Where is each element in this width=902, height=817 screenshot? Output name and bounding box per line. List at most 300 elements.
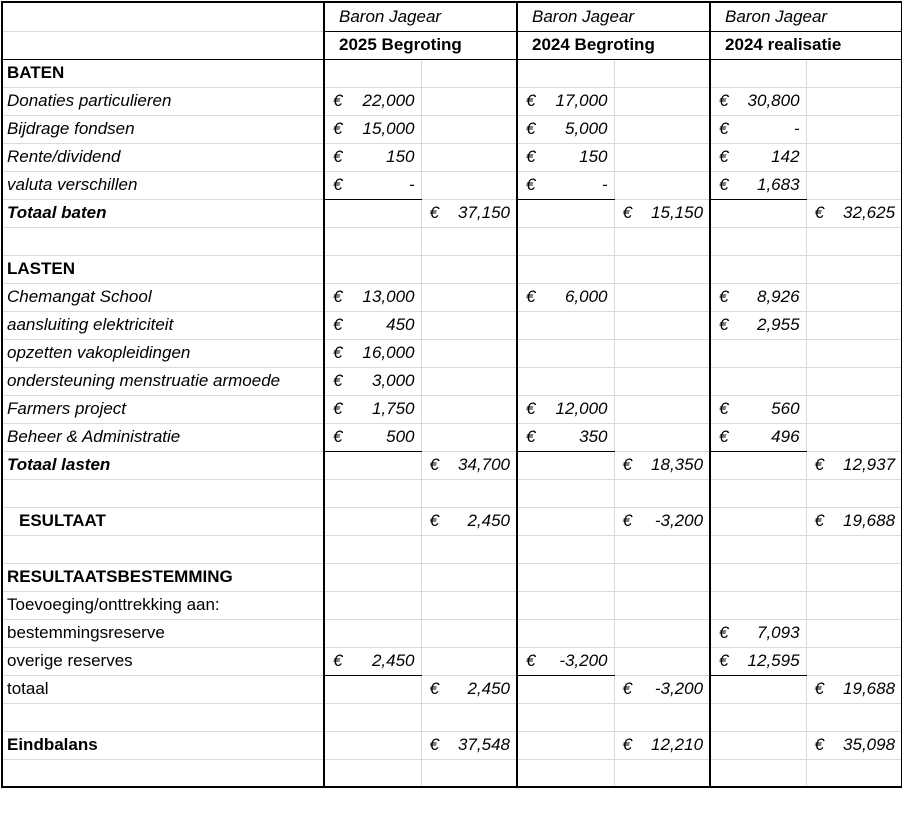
value-cell[interactable] <box>806 115 902 143</box>
amount: - <box>408 175 415 194</box>
row-label[interactable]: BATEN <box>2 59 324 87</box>
currency-value <box>715 175 802 195</box>
value-cell[interactable] <box>806 311 902 339</box>
value-cell[interactable] <box>710 507 806 535</box>
value-cell[interactable] <box>710 591 806 619</box>
value-cell[interactable] <box>421 647 517 675</box>
currency-value <box>715 427 802 447</box>
amount: 15,150 <box>651 203 704 222</box>
value-cell[interactable] <box>324 59 421 87</box>
currency-value <box>329 91 417 111</box>
value-cell[interactable] <box>806 507 902 535</box>
header-blank-cell[interactable] <box>2 2 324 31</box>
value-cell[interactable] <box>710 367 806 395</box>
value-cell[interactable] <box>614 507 710 535</box>
euro-symbol: € <box>526 91 536 110</box>
euro-symbol: € <box>622 203 632 222</box>
row-label[interactable]: opzetten vakopleidingen <box>2 339 324 367</box>
euro-symbol: € <box>719 623 729 642</box>
value-cell[interactable] <box>614 619 710 647</box>
value-cell[interactable] <box>421 731 517 759</box>
table-row <box>2 339 902 367</box>
value-cell[interactable] <box>614 535 710 563</box>
euro-symbol: € <box>719 315 729 334</box>
amount: 30,800 <box>747 91 800 110</box>
table-row <box>2 395 902 423</box>
row-label[interactable]: Beheer & Administratie <box>2 423 324 451</box>
amount: 19,688 <box>843 511 896 530</box>
value-cell[interactable] <box>806 703 902 731</box>
value-cell[interactable] <box>421 367 517 395</box>
value-cell[interactable] <box>806 171 902 199</box>
column-label[interactable]: 2024 Begroting <box>517 31 710 59</box>
euro-symbol: € <box>526 147 536 166</box>
euro-symbol: € <box>333 119 343 138</box>
value-cell[interactable] <box>710 311 806 339</box>
value-cell[interactable] <box>517 283 614 311</box>
value-cell[interactable] <box>421 507 517 535</box>
value-cell[interactable] <box>614 87 710 115</box>
euro-symbol: € <box>719 427 729 446</box>
row-label[interactable]: Totaal lasten <box>2 451 324 479</box>
currency-value <box>619 455 706 475</box>
euro-symbol: € <box>814 679 824 698</box>
table-row <box>2 647 902 675</box>
value-cell[interactable] <box>421 423 517 451</box>
currency-value <box>329 119 417 139</box>
value-cell[interactable] <box>710 759 806 787</box>
value-cell[interactable] <box>710 451 806 479</box>
euro-symbol: € <box>333 371 343 390</box>
euro-symbol: € <box>333 315 343 334</box>
row-label[interactable]: LASTEN <box>2 255 324 283</box>
value-cell[interactable] <box>806 619 902 647</box>
euro-symbol: € <box>719 91 729 110</box>
value-cell[interactable] <box>421 143 517 171</box>
row-label[interactable]: Chemangat School <box>2 283 324 311</box>
euro-symbol: € <box>622 511 632 530</box>
value-cell[interactable] <box>806 339 902 367</box>
row-label[interactable]: ESULTAAT <box>2 507 324 535</box>
value-cell[interactable] <box>614 227 710 255</box>
value-cell[interactable] <box>710 339 806 367</box>
column-org[interactable]: Baron Jagear <box>517 2 710 31</box>
value-cell[interactable] <box>710 647 806 675</box>
row-label[interactable]: aansluiting elektriciteit <box>2 311 324 339</box>
amount: 37,548 <box>458 735 511 754</box>
row-label[interactable] <box>2 227 324 255</box>
value-cell[interactable] <box>324 759 421 787</box>
row-label[interactable] <box>2 703 324 731</box>
value-cell[interactable] <box>614 563 710 591</box>
value-cell[interactable] <box>421 255 517 283</box>
value-cell[interactable] <box>421 703 517 731</box>
currency-value <box>329 147 417 167</box>
row-label[interactable]: Donaties particulieren <box>2 87 324 115</box>
value-cell[interactable] <box>517 535 614 563</box>
value-cell[interactable] <box>324 451 421 479</box>
euro-symbol: € <box>622 735 632 754</box>
euro-symbol: € <box>333 91 343 110</box>
amount: 142 <box>771 147 800 166</box>
currency-value <box>522 427 610 447</box>
value-cell[interactable] <box>421 227 517 255</box>
row-label[interactable]: ondersteuning menstruatie armoede <box>2 367 324 395</box>
value-cell[interactable] <box>517 143 614 171</box>
value-cell[interactable] <box>324 563 421 591</box>
currency-value <box>522 91 610 111</box>
currency-value <box>329 343 417 363</box>
amount: - <box>601 175 608 194</box>
value-cell[interactable] <box>324 395 421 423</box>
value-cell[interactable] <box>710 479 806 507</box>
value-cell[interactable] <box>324 423 421 451</box>
table-row <box>2 227 902 255</box>
amount: 450 <box>386 315 415 334</box>
currency-value <box>715 399 802 419</box>
value-cell[interactable] <box>324 87 421 115</box>
amount: 8,926 <box>756 287 800 306</box>
currency-value <box>426 455 513 475</box>
table-row <box>2 619 902 647</box>
column-org[interactable]: Baron Jagear <box>710 2 902 31</box>
value-cell[interactable] <box>324 199 421 227</box>
value-cell[interactable] <box>421 87 517 115</box>
value-cell[interactable] <box>421 451 517 479</box>
value-cell[interactable] <box>324 675 421 703</box>
value-cell[interactable] <box>517 171 614 199</box>
value-cell[interactable] <box>614 395 710 423</box>
value-cell[interactable] <box>806 563 902 591</box>
value-cell[interactable] <box>710 619 806 647</box>
table-row <box>2 703 902 731</box>
value-cell[interactable] <box>324 591 421 619</box>
value-cell[interactable] <box>517 199 614 227</box>
table-row <box>2 199 902 227</box>
value-cell[interactable] <box>710 143 806 171</box>
value-cell[interactable] <box>517 591 614 619</box>
value-cell[interactable] <box>517 647 614 675</box>
value-cell[interactable] <box>806 423 902 451</box>
euro-symbol: € <box>429 511 439 530</box>
value-cell[interactable] <box>710 563 806 591</box>
value-cell[interactable] <box>710 199 806 227</box>
amount: 12,210 <box>651 735 704 754</box>
value-cell[interactable] <box>806 87 902 115</box>
value-cell[interactable] <box>517 339 614 367</box>
currency-value <box>715 119 802 139</box>
euro-symbol: € <box>333 343 343 362</box>
euro-symbol: € <box>526 427 536 446</box>
header-blank-cell[interactable] <box>2 31 324 59</box>
value-cell[interactable] <box>710 227 806 255</box>
euro-symbol: € <box>526 399 536 418</box>
value-cell[interactable] <box>614 59 710 87</box>
value-cell[interactable] <box>421 199 517 227</box>
row-label[interactable]: Farmers project <box>2 395 324 423</box>
value-cell[interactable] <box>324 479 421 507</box>
table-row <box>2 535 902 563</box>
value-cell[interactable] <box>614 255 710 283</box>
value-cell[interactable] <box>324 647 421 675</box>
currency-value <box>426 735 513 755</box>
currency-value <box>329 175 417 195</box>
value-cell[interactable] <box>324 115 421 143</box>
euro-symbol: € <box>526 175 536 194</box>
currency-value <box>522 651 610 671</box>
header-label-row <box>2 31 902 59</box>
value-cell[interactable] <box>324 535 421 563</box>
value-cell[interactable] <box>517 703 614 731</box>
value-cell[interactable] <box>806 143 902 171</box>
amount: 13,000 <box>362 287 415 306</box>
table-row <box>2 255 902 283</box>
value-cell[interactable] <box>324 507 421 535</box>
currency-value <box>329 399 417 419</box>
row-label[interactable]: RESULTAATSBESTEMMING <box>2 563 324 591</box>
value-cell[interactable] <box>710 731 806 759</box>
value-cell[interactable] <box>421 563 517 591</box>
euro-symbol: € <box>814 735 824 754</box>
amount: 7,093 <box>756 623 800 642</box>
value-cell[interactable] <box>614 339 710 367</box>
value-cell[interactable] <box>517 675 614 703</box>
currency-value <box>522 175 610 195</box>
value-cell[interactable] <box>614 199 710 227</box>
value-cell[interactable] <box>421 535 517 563</box>
value-cell[interactable] <box>421 115 517 143</box>
value-cell[interactable] <box>421 759 517 787</box>
amount: 22,000 <box>362 91 415 110</box>
amount: 3,000 <box>371 371 415 390</box>
value-cell[interactable] <box>517 255 614 283</box>
amount: 500 <box>386 427 415 446</box>
value-cell[interactable] <box>324 703 421 731</box>
amount: 2,450 <box>467 511 511 530</box>
value-cell[interactable] <box>614 703 710 731</box>
currency-value <box>715 623 802 643</box>
value-cell[interactable] <box>806 479 902 507</box>
value-cell[interactable] <box>806 227 902 255</box>
value-cell[interactable] <box>421 59 517 87</box>
value-cell[interactable] <box>517 395 614 423</box>
value-cell[interactable] <box>614 759 710 787</box>
amount: 6,000 <box>564 287 608 306</box>
table-row <box>2 451 902 479</box>
currency-value <box>522 287 610 307</box>
row-label[interactable]: valuta verschillen <box>2 171 324 199</box>
currency-value <box>329 315 417 335</box>
value-cell[interactable] <box>421 479 517 507</box>
column-org[interactable]: Baron Jagear <box>324 2 517 31</box>
euro-symbol: € <box>333 427 343 446</box>
value-cell[interactable] <box>806 759 902 787</box>
row-label[interactable]: bestemmingsreserve <box>2 619 324 647</box>
table-row <box>2 423 902 451</box>
amount: 1,750 <box>371 399 415 418</box>
value-cell[interactable] <box>421 339 517 367</box>
euro-symbol: € <box>526 119 536 138</box>
value-cell[interactable] <box>710 535 806 563</box>
amount: 2,450 <box>467 679 511 698</box>
currency-value <box>329 371 417 391</box>
value-cell[interactable] <box>517 451 614 479</box>
euro-symbol: € <box>429 735 439 754</box>
value-cell[interactable] <box>421 619 517 647</box>
euro-symbol: € <box>333 175 343 194</box>
value-cell[interactable] <box>710 423 806 451</box>
value-cell[interactable] <box>517 367 614 395</box>
value-cell[interactable] <box>324 227 421 255</box>
currency-value <box>715 651 802 671</box>
amount: - <box>793 119 800 138</box>
row-label[interactable]: overige reserves <box>2 647 324 675</box>
row-label[interactable]: Eindbalans <box>2 731 324 759</box>
row-label[interactable] <box>2 759 324 787</box>
value-cell[interactable] <box>517 227 614 255</box>
value-cell[interactable] <box>517 759 614 787</box>
value-cell[interactable] <box>614 451 710 479</box>
value-cell[interactable] <box>614 423 710 451</box>
table-row <box>2 311 902 339</box>
row-label[interactable]: Rente/dividend <box>2 143 324 171</box>
value-cell[interactable] <box>517 479 614 507</box>
value-cell[interactable] <box>806 59 902 87</box>
value-cell[interactable] <box>710 87 806 115</box>
euro-symbol: € <box>719 119 729 138</box>
row-label[interactable]: Toevoeging/onttrekking aan: <box>2 591 324 619</box>
value-cell[interactable] <box>517 423 614 451</box>
value-cell[interactable] <box>324 731 421 759</box>
value-cell[interactable] <box>324 171 421 199</box>
value-cell[interactable] <box>806 675 902 703</box>
value-cell[interactable] <box>324 283 421 311</box>
value-cell[interactable] <box>806 199 902 227</box>
value-cell[interactable] <box>421 395 517 423</box>
currency-value <box>811 735 898 755</box>
euro-symbol: € <box>622 679 632 698</box>
value-cell[interactable] <box>806 591 902 619</box>
table-row <box>2 675 902 703</box>
table-row <box>2 563 902 591</box>
value-cell[interactable] <box>614 171 710 199</box>
value-cell[interactable] <box>614 675 710 703</box>
currency-value <box>522 399 610 419</box>
value-cell[interactable] <box>324 143 421 171</box>
euro-symbol: € <box>814 203 824 222</box>
row-label[interactable]: totaal <box>2 675 324 703</box>
value-cell[interactable] <box>806 395 902 423</box>
value-cell[interactable] <box>517 619 614 647</box>
value-cell[interactable] <box>806 367 902 395</box>
value-cell[interactable] <box>710 395 806 423</box>
value-cell[interactable] <box>614 479 710 507</box>
value-cell[interactable] <box>517 115 614 143</box>
value-cell[interactable] <box>324 367 421 395</box>
amount: 32,625 <box>843 203 896 222</box>
row-label[interactable]: Bijdrage fondsen <box>2 115 324 143</box>
value-cell[interactable] <box>614 731 710 759</box>
amount: -3,200 <box>654 511 704 530</box>
value-cell[interactable] <box>421 591 517 619</box>
currency-value <box>715 91 802 111</box>
value-cell[interactable] <box>517 87 614 115</box>
value-cell[interactable] <box>614 591 710 619</box>
value-cell[interactable] <box>806 283 902 311</box>
currency-value <box>329 287 417 307</box>
value-cell[interactable] <box>614 143 710 171</box>
value-cell[interactable] <box>806 451 902 479</box>
budget-spreadsheet <box>1 1 902 788</box>
value-cell[interactable] <box>710 703 806 731</box>
value-cell[interactable] <box>517 563 614 591</box>
value-cell[interactable] <box>517 311 614 339</box>
row-label[interactable] <box>2 535 324 563</box>
value-cell[interactable] <box>421 675 517 703</box>
value-cell[interactable] <box>324 619 421 647</box>
value-cell[interactable] <box>421 171 517 199</box>
value-cell[interactable] <box>324 311 421 339</box>
column-label[interactable]: 2025 Begroting <box>324 31 517 59</box>
value-cell[interactable] <box>517 59 614 87</box>
amount: 350 <box>579 427 608 446</box>
value-cell[interactable] <box>710 283 806 311</box>
value-cell[interactable] <box>710 115 806 143</box>
value-cell[interactable] <box>806 255 902 283</box>
amount: 35,098 <box>843 735 896 754</box>
value-cell[interactable] <box>710 675 806 703</box>
value-cell[interactable] <box>614 115 710 143</box>
euro-symbol: € <box>526 287 536 306</box>
value-cell[interactable] <box>806 535 902 563</box>
value-cell[interactable] <box>614 647 710 675</box>
value-cell[interactable] <box>710 255 806 283</box>
value-cell[interactable] <box>421 283 517 311</box>
amount: 37,150 <box>458 203 511 222</box>
amount: -3,200 <box>654 679 704 698</box>
value-cell[interactable] <box>517 731 614 759</box>
amount: 12,937 <box>843 455 896 474</box>
value-cell[interactable] <box>806 731 902 759</box>
euro-symbol: € <box>719 651 729 670</box>
amount: 150 <box>579 147 608 166</box>
amount: 17,000 <box>555 91 608 110</box>
value-cell[interactable] <box>517 507 614 535</box>
euro-symbol: € <box>814 455 824 474</box>
currency-value <box>619 735 706 755</box>
currency-value <box>619 679 706 699</box>
value-cell[interactable] <box>710 59 806 87</box>
value-cell[interactable] <box>421 311 517 339</box>
euro-symbol: € <box>429 679 439 698</box>
value-cell[interactable] <box>614 367 710 395</box>
row-label[interactable] <box>2 479 324 507</box>
value-cell[interactable] <box>324 339 421 367</box>
amount: 5,000 <box>564 119 608 138</box>
row-label[interactable]: Totaal baten <box>2 199 324 227</box>
value-cell[interactable] <box>324 255 421 283</box>
value-cell[interactable] <box>806 647 902 675</box>
value-cell[interactable] <box>614 283 710 311</box>
currency-value <box>619 203 706 223</box>
table-row <box>2 731 902 759</box>
value-cell[interactable] <box>614 311 710 339</box>
column-label[interactable]: 2024 realisatie <box>710 31 902 59</box>
value-cell[interactable] <box>710 171 806 199</box>
euro-symbol: € <box>333 147 343 166</box>
amount: 2,955 <box>756 315 800 334</box>
amount: 15,000 <box>362 119 415 138</box>
